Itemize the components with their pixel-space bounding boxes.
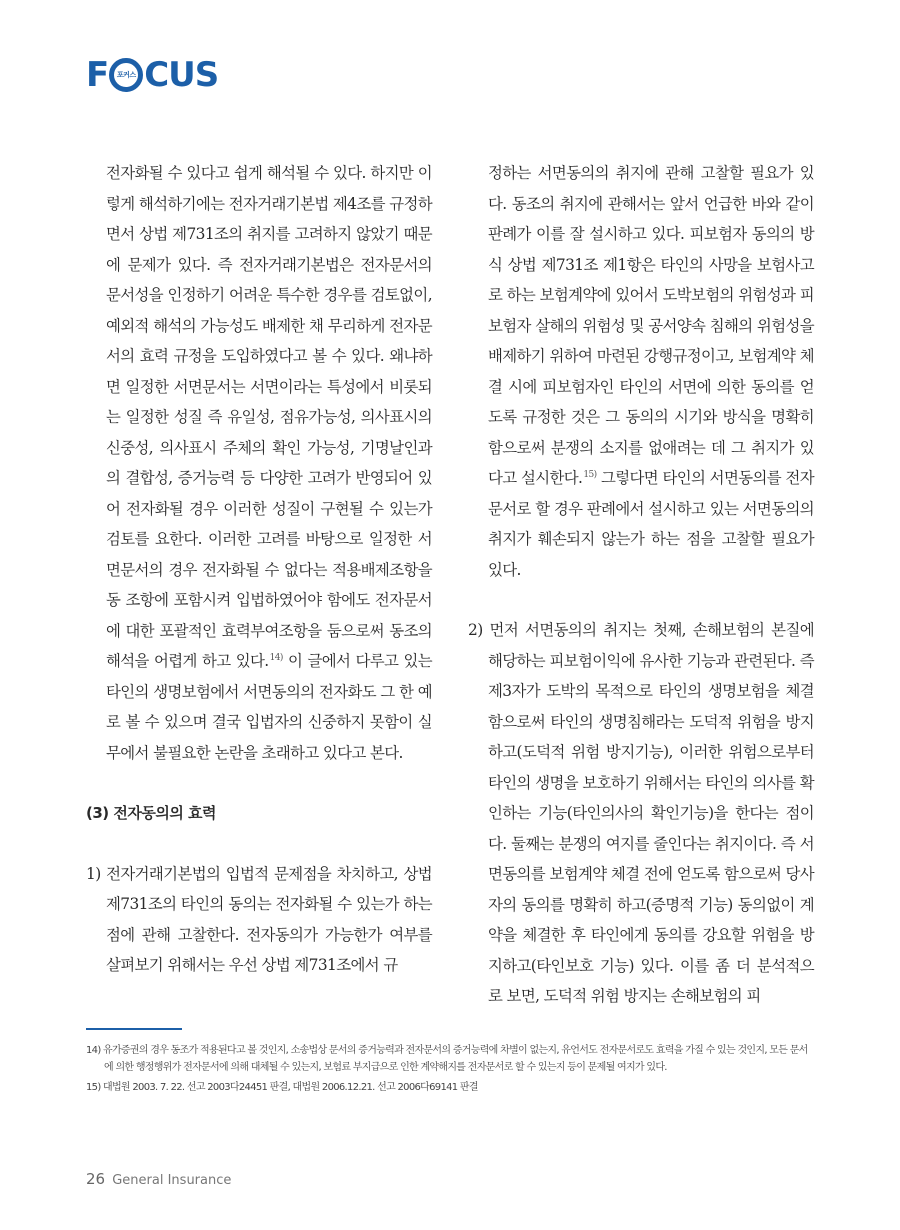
left-column [86, 158, 432, 981]
right-column [468, 158, 814, 1012]
section-heading: (3) 전자동의의 효력 [86, 804, 217, 822]
footnote-ref-15[interactable]: 15) [583, 469, 597, 480]
footnote-divider [86, 1028, 182, 1030]
focus-logo [86, 55, 219, 95]
footnotes [86, 1042, 816, 1099]
left-paragraph-1-text: 전자화될 수 있다고 쉽게 해석될 수 있다. 하지만 이렇게 해석하기에는 전자거래기본법 제4조를 규정하면서 상법 제731조의 취지를 고려하지 않았기 때문에 문제가 있다. 즉 전자거래기본법은 전자문서의 문서성을 인정하기 어려운 특수한 경우를 검토없이, 예외적 해석의 가능성도 배제한 채 무리하게 전자문서의 효력 규정을 도입하였다고 볼 수 있다. 왜냐하면 일정한 서면문서는 서면이라는 특성에서 비롯되는 일정한 성질 즉 유일성, 점유가능성, 의사표시의 신중성, 의사표시 주체의 확인 가능성, 기명날인과의 결합성, 증거능력 등 다양한 고려가 반영되어 있어 전자화될 경우 이러한 성질이 구현될 수 있는가 검토를 요한다. 이러한 고려를 바탕으로 일정한 서면문서의 경우 전자화될 수 없다는 적용배제조항을 동 조항에 포함시켜 입법하였어야 함에도 전자문서에 대한 포괄적인 효력부여조항을 둠으로써 동조의 해석을 어렵게 하고 있다. [106, 164, 432, 670]
logo-letters-cus: CUS [144, 55, 219, 95]
right-paragraph-1-tail: 그렇다면 타인의 서면동의를 전자문서로 할 경우 판례에서 설시하고 있는 서면동의의 취지가 훼손되지 않는가 하는 점을 고찰할 필요가 있다. [488, 469, 814, 579]
footnote-15: 15) 대법원 2003. 7. 22. 선고 2003다24451 판결, 대법원 2006.12.21. 선고 2006다69141 판결 [86, 1082, 478, 1093]
logo-letter-f: F [86, 55, 109, 95]
logo-circle-icon [109, 58, 143, 92]
left-paragraph-1-tail: 이 글에서 다루고 있는 타인의 생명보험에서 서면동의의 전자화도 그 한 예로 볼 수 있으며 결국 입법자의 신중하지 못함이 실무에서 불필요한 논란을 초래하고 있다고 본다. [106, 652, 433, 762]
publication-name: General Insurance [112, 1173, 232, 1188]
footnote-14: 14) 유가증권의 경우 동조가 적용된다고 볼 것인지, 소송법상 문서의 증거능력과 전자문서의 증거능력에 차별이 없는지, 유언서도 전자문서로도 효력을 가질 수 있는 것인지, 모든 문서에 의한 행정행위가 전자문서에 의해 대체될 수 있는지, 보험료 부지급으로 인한 계약해지를 전자문서로 할 수 있는지 등이 문제될 여지가 있다. [86, 1045, 808, 1073]
list-item-2: 2) 먼저 서면동의의 취지는 첫째, 손해보험의 본질에 해당하는 피보험이익에 유사한 기능과 관련된다. 즉 제3자가 도박의 목적으로 타인의 생명보험을 체결함으로써 타인의 생명침해라는 도덕적 위험을 방지하고(도덕적 위험 방지기능), 이러한 위험으로부터 타인의 생명을 보호하기 위해서는 타인의 의사를 확인하는 기능(타인의사의 확인기능)을 한다는 점이다. 둘째는 분쟁의 여지를 줄인다는 취지이다. 즉 서면동의를 보험계약 체결 전에 얻도록 함으로써 당사자의 동의를 명확히 하고(증명적 기능) 동의없이 계약을 체결한 후 타인에게 동의를 강요할 위험을 방지하고(타인보호 기능) 있다. 이를 좀 더 분석적으로 보면, 도덕적 위험 방지는 손해보험의 피 [468, 621, 814, 1005]
left-paragraph-1 [86, 158, 432, 768]
right-paragraph-1-text: 정하는 서면동의의 취지에 관해 고찰할 필요가 있다. 동조의 취지에 관해서는 앞서 언급한 바와 같이 판례가 이를 잘 설시하고 있다. 피보험자 동의의 방식 상법 제731조 제1항은 타인의 사망을 보험사고로 하는 보험계약에 있어서 도박보험의 위험성과 피보험자 살해의 위험성 및 공서양속 침해의 위험성을 배제하기 위하여 마련된 강행규정이고, 보험계약 체결 시에 피보험자인 타인의 서면에 의한 동의를 얻도록 규정한 것은 그 동의의 시기와 방식을 명확히 함으로써 분쟁의 소지를 없애려는 데 그 취지가 있다고 설시한다. [488, 164, 814, 487]
logo-inner-text: 포커스 [116, 71, 136, 79]
page-number: 26 [86, 1170, 106, 1188]
page-footer [86, 1170, 231, 1188]
footnote-ref-14[interactable]: 14) [269, 652, 283, 663]
right-paragraph-1 [468, 158, 814, 585]
list-item-1: 1) 전자거래기본법의 입법적 문제점을 차치하고, 상법 제731조의 타인의 동의는 전자화될 수 있는가 하는 점에 관해 고찰한다. 전자동의가 가능한가 여부를 살펴보기 위해서는 우선 상법 제731조에서 규 [86, 864, 432, 974]
